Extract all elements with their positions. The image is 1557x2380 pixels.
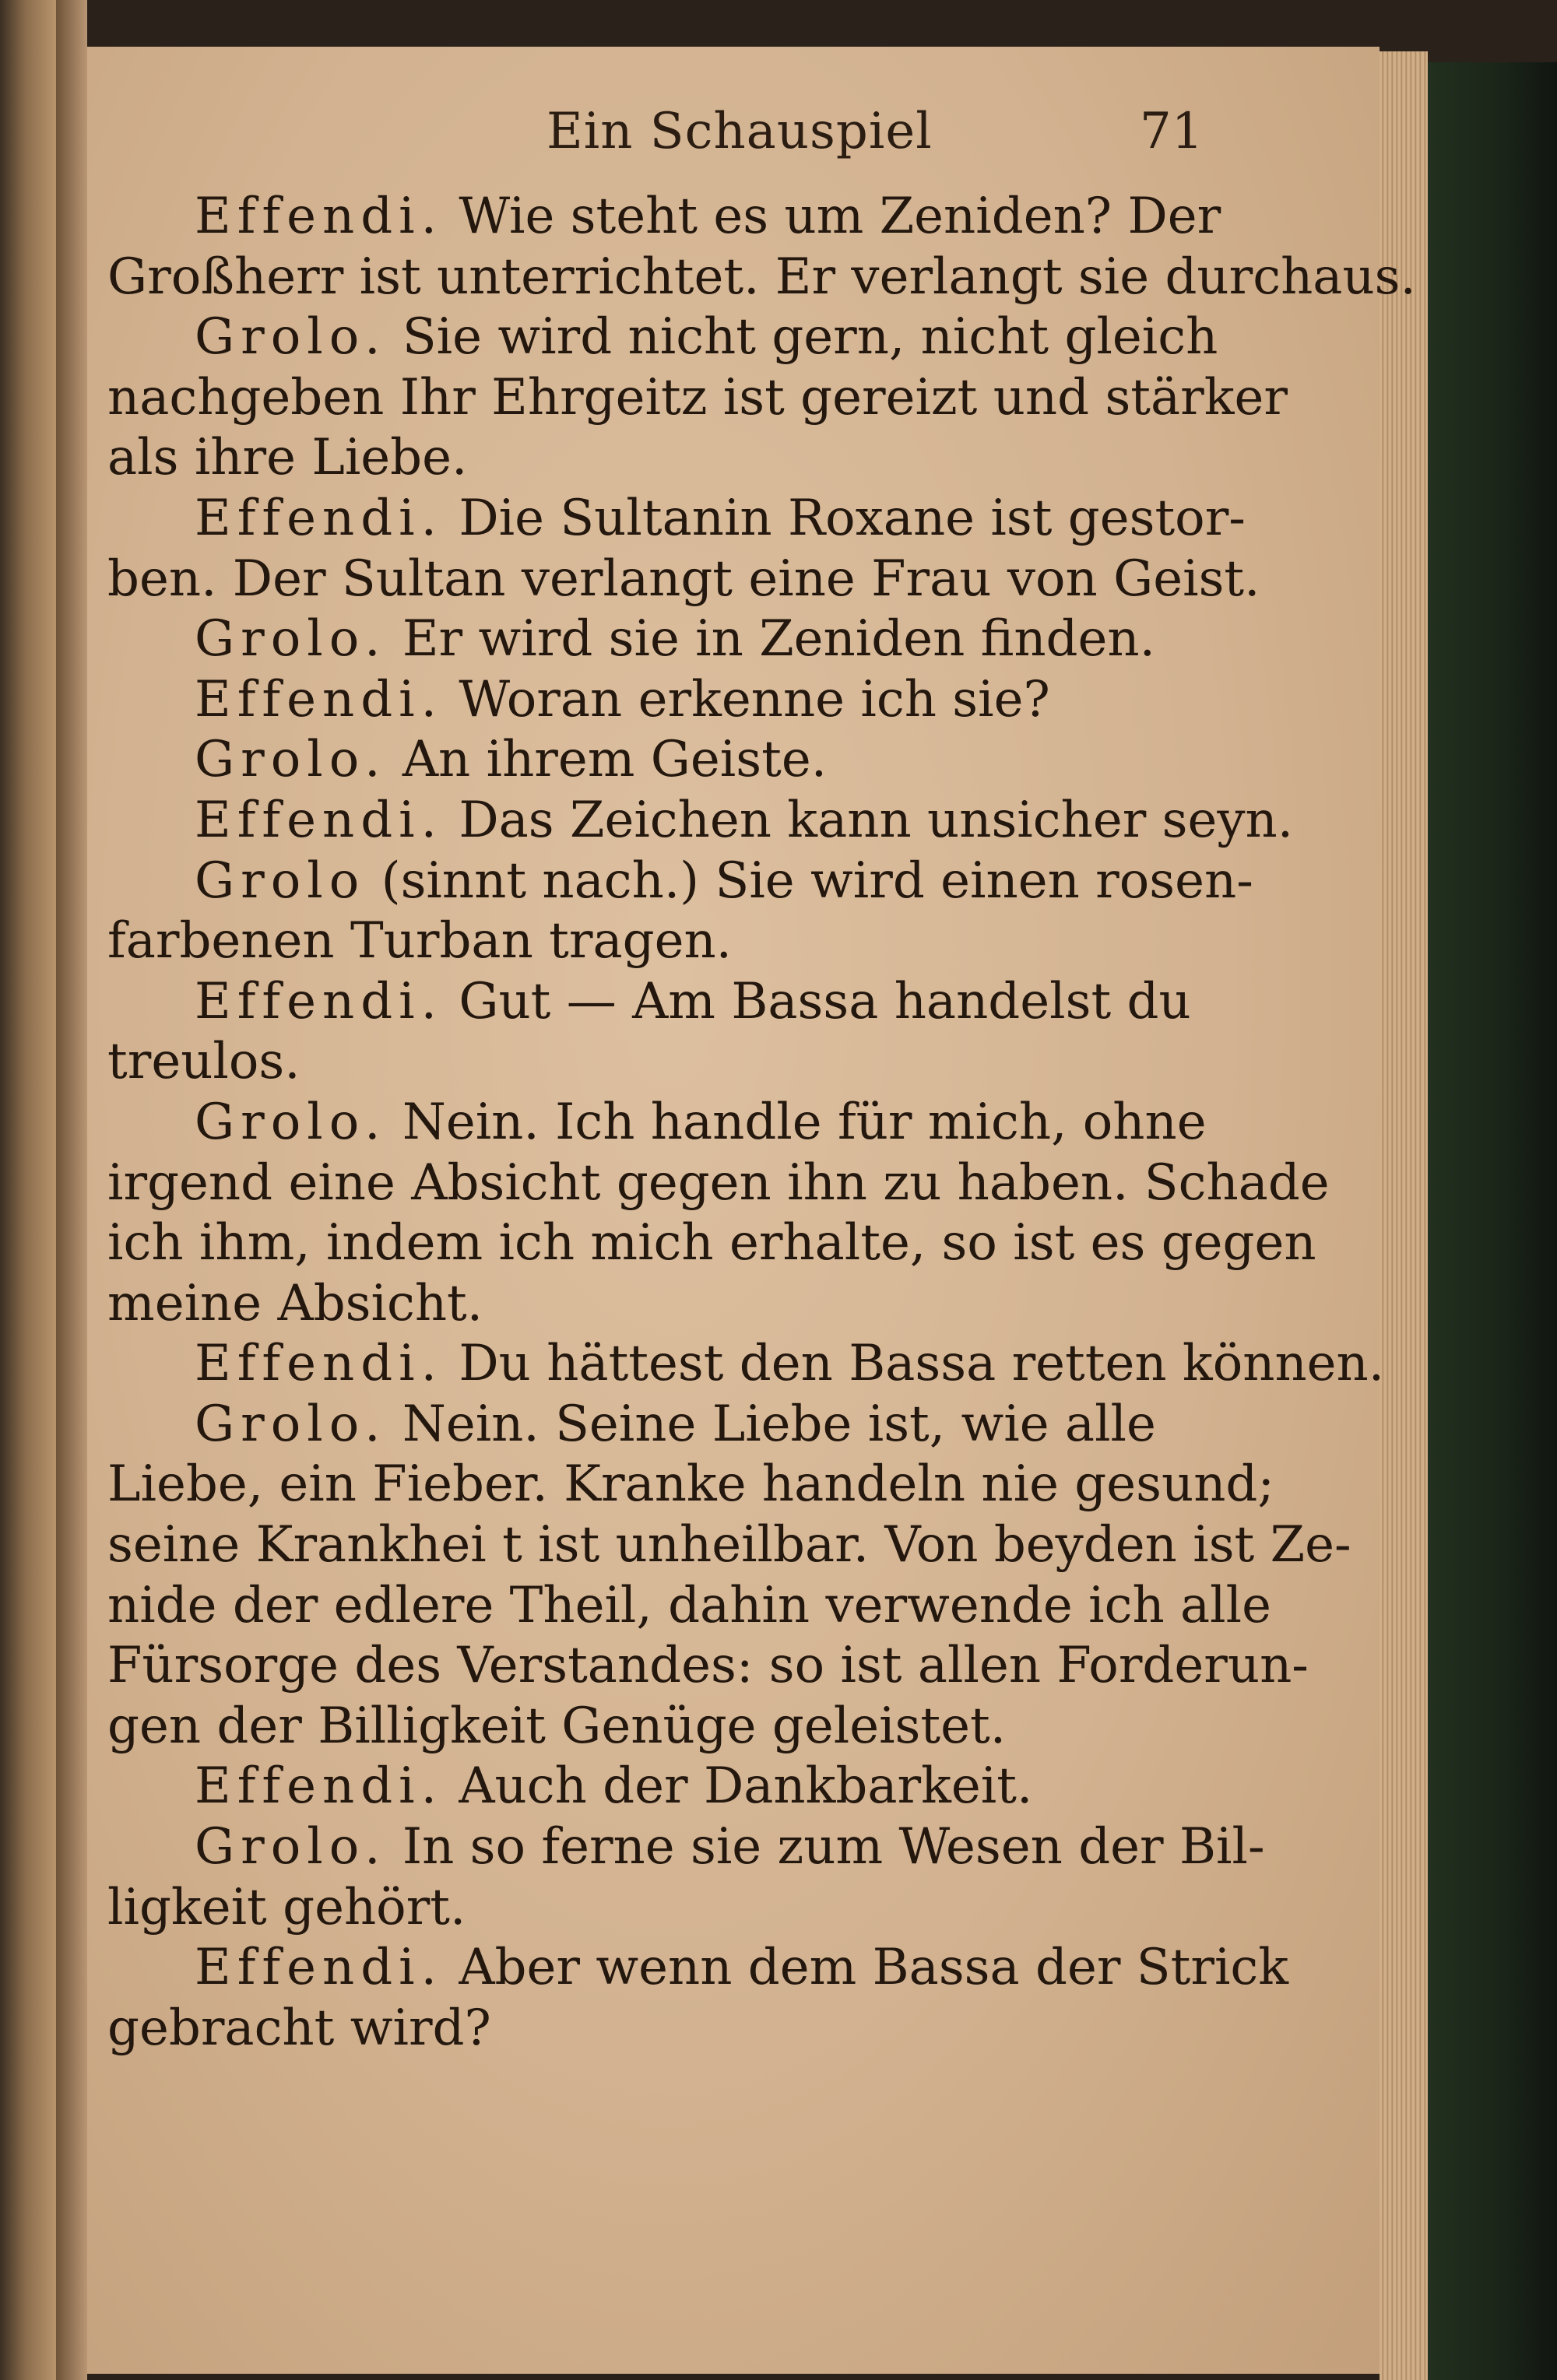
line-text: seine Krankhei t ist unheilbar. Von beyden ist Ze- xyxy=(107,1516,1351,1574)
speaker-name: Effendi. xyxy=(195,188,443,245)
text-line xyxy=(107,1093,1369,1153)
text-line xyxy=(107,1395,1369,1455)
speaker-name: Grolo. xyxy=(195,1395,387,1453)
speaker-name: Effendi. xyxy=(195,972,443,1030)
text-line xyxy=(107,791,1369,851)
text-line xyxy=(107,247,1416,308)
book-cover xyxy=(1428,62,1557,2380)
speaker-name: Effendi. xyxy=(195,791,443,849)
line-text: nide der edlere Theil, dahin verwende ich alle xyxy=(107,1576,1271,1634)
line-text: Auch der Dankbarkeit. xyxy=(442,1757,1033,1816)
text-line xyxy=(107,1697,1369,1757)
line-text: gen der Billigkeit Genüge geleistet. xyxy=(107,1697,1007,1755)
page-number: 71 xyxy=(1140,103,1204,160)
speaker-name: Grolo. xyxy=(195,1818,387,1876)
line-text: An ihrem Geiste. xyxy=(386,731,828,789)
speaker-name: Grolo. xyxy=(195,1093,387,1151)
previous-page-edge xyxy=(0,0,56,2380)
line-text: Gut — Am Bassa handelst du xyxy=(442,972,1191,1030)
text-line xyxy=(107,911,1369,972)
text-line xyxy=(107,549,1369,610)
line-text: nachgeben Ihr Ehrgeitz ist gereizt und stärker xyxy=(107,368,1288,427)
line-text: In so ferne sie zum Wesen der Bil- xyxy=(386,1818,1265,1876)
speaker-name: Effendi. xyxy=(195,1757,443,1816)
line-text: Das Zeichen kann unsicher seyn. xyxy=(442,791,1294,849)
text-line xyxy=(107,972,1369,1033)
line-text: Nein. Ich handle für mich, ohne xyxy=(386,1093,1207,1151)
text-line xyxy=(107,368,1369,429)
line-text: Nein. Seine Liebe ist, wie alle xyxy=(386,1395,1156,1453)
line-text: Woran erkenne ich sie? xyxy=(442,670,1050,728)
speaker-name: Grolo. xyxy=(195,610,387,669)
speaker-name: Grolo. xyxy=(195,731,387,789)
line-text: Aber wenn dem Bassa der Strick xyxy=(442,1939,1289,1997)
text-line xyxy=(107,609,1369,670)
text-line xyxy=(107,1878,1369,1939)
speaker-name: Grolo. xyxy=(195,308,387,367)
text-line xyxy=(107,489,1369,549)
line-text: Du hättest den Bassa retten können. xyxy=(442,1335,1385,1393)
line-text: ben. Der Sultan verlangt eine Frau von Geist. xyxy=(107,549,1260,608)
speaker-name: Effendi. xyxy=(195,1939,443,1997)
text-line xyxy=(107,1153,1369,1214)
text-line xyxy=(107,1576,1369,1637)
line-text: treulos. xyxy=(107,1033,301,1091)
text-line xyxy=(107,1757,1369,1817)
text-line xyxy=(107,730,1369,791)
line-text: (sinnt nach.) Sie wird einen rosen- xyxy=(365,851,1253,910)
line-text: ligkeit gehört. xyxy=(107,1878,466,1936)
line-text: farbenen Turban tragen. xyxy=(107,912,732,971)
line-text: Wie steht es um Zeniden? Der xyxy=(442,188,1221,245)
text-line xyxy=(107,1032,1369,1093)
line-text: Die Sultanin Roxane ist gestor- xyxy=(442,489,1246,547)
speaker-name: Effendi. xyxy=(195,489,443,547)
line-text: ich ihm, indem ich mich erhalte, so ist es gegen xyxy=(107,1214,1316,1272)
speaker-name: Effendi. xyxy=(195,670,443,728)
text-line xyxy=(107,1999,1369,2059)
line-text: Großherr ist unterrichtet. Er verlangt sie durchaus. xyxy=(107,247,1416,306)
line-text: Fürsorge des Verstandes: so ist allen Forderun- xyxy=(107,1637,1309,1695)
text-line xyxy=(107,428,1369,489)
page-header xyxy=(87,92,1380,177)
text-line xyxy=(107,1636,1369,1697)
text-line xyxy=(107,1274,1369,1335)
dialogue-text xyxy=(107,187,1416,2059)
text-line xyxy=(107,307,1369,368)
text-line xyxy=(107,1938,1369,1999)
text-line xyxy=(107,1817,1369,1878)
line-text: als ihre Liebe. xyxy=(107,429,468,487)
text-line xyxy=(107,1334,1385,1395)
page-edges xyxy=(1380,51,1428,2380)
text-line xyxy=(107,187,1369,247)
text-line xyxy=(107,1455,1369,1515)
text-line xyxy=(107,1213,1369,1274)
running-title: Ein Schauspiel xyxy=(547,103,933,160)
book-gutter xyxy=(56,0,87,2380)
text-line xyxy=(107,1515,1369,1576)
speaker-name: Effendi. xyxy=(195,1335,443,1393)
speaker-name: Grolo xyxy=(195,851,366,910)
line-text: meine Absicht. xyxy=(107,1274,483,1332)
text-line xyxy=(107,851,1369,912)
line-text: irgend eine Absicht gegen ihn zu haben. Schade xyxy=(107,1153,1330,1212)
line-text: Sie wird nicht gern, nicht gleich xyxy=(386,308,1218,367)
text-line xyxy=(107,670,1369,731)
line-text: Liebe, ein Fieber. Kranke handeln nie gesund; xyxy=(107,1455,1274,1514)
line-text: Er wird sie in Zeniden finden. xyxy=(386,610,1155,669)
line-text: gebracht wird? xyxy=(107,1999,491,2057)
